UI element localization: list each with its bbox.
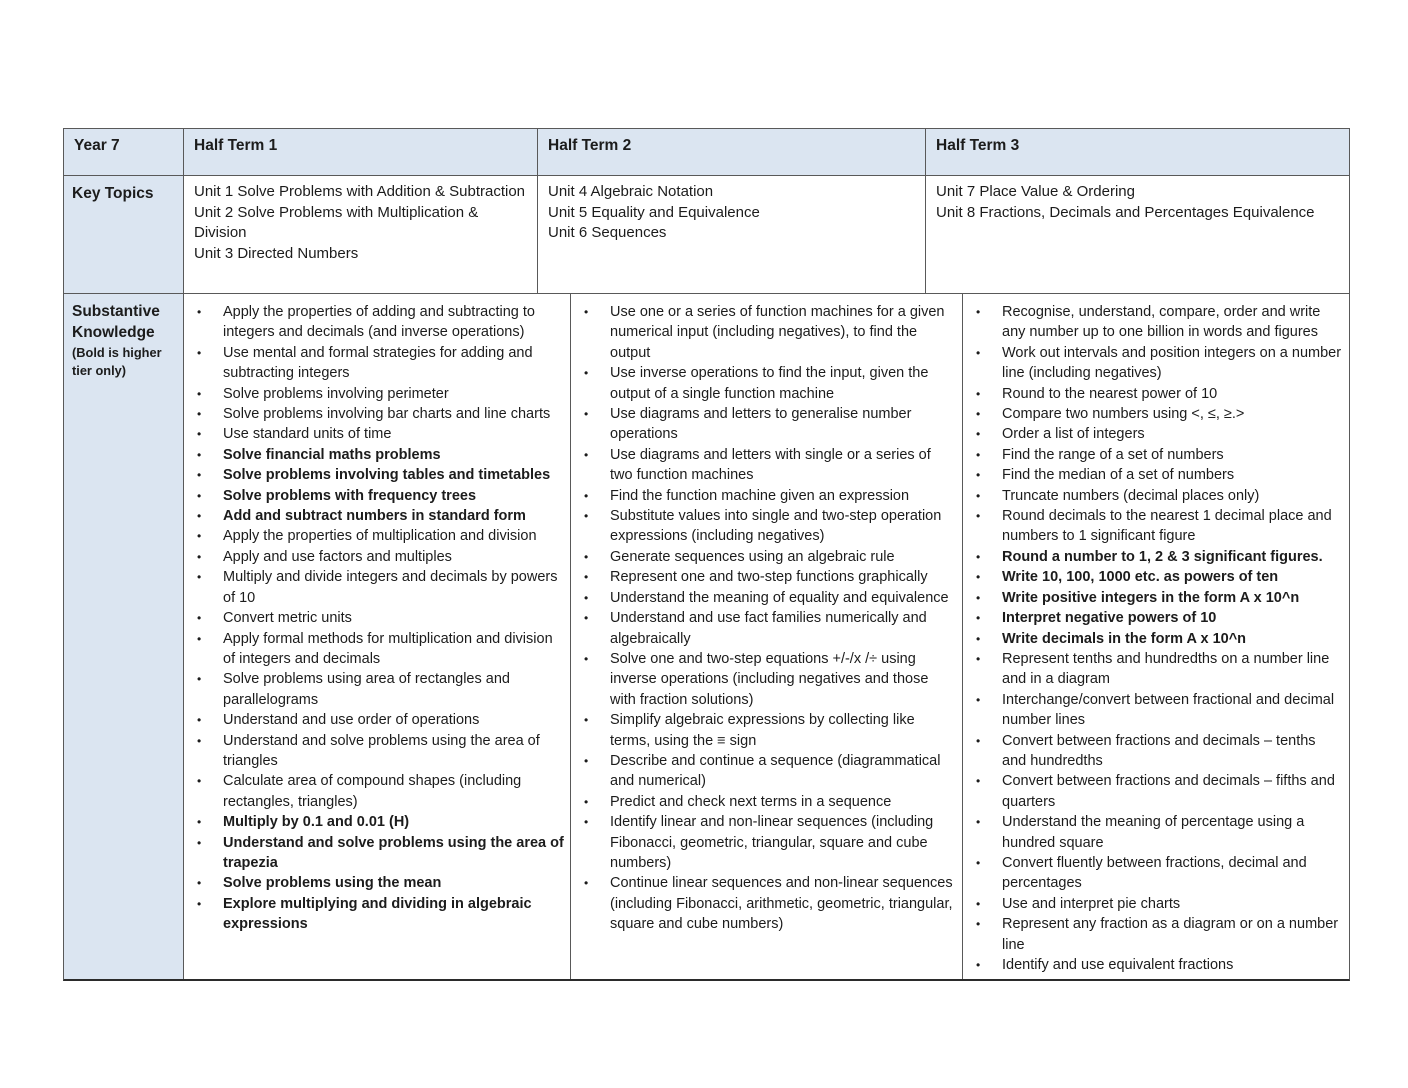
knowledge-item	[197, 894, 564, 935]
knowledge-item-text: Convert fluently between fractions, decimal and percentages	[1002, 854, 1307, 892]
knowledge-item-text: Add and subtract numbers in standard form	[223, 508, 526, 525]
bullet-icon: •	[197, 835, 202, 850]
knowledge-item	[976, 731, 1343, 772]
knowledge-item-text: Solve problems using area of rectangles and parallelograms	[223, 671, 510, 708]
knowledge-item	[197, 771, 564, 812]
bullet-icon: •	[584, 549, 589, 564]
knowledge-item	[976, 384, 1343, 404]
knowledge-item-text: Describe and continue a sequence (diagrammatical and numerical)	[610, 752, 941, 790]
key-topics-half-term-2-cell	[538, 176, 926, 293]
bullet-icon: •	[584, 590, 589, 605]
knowledge-item-text: Understand and solve problems using the area of trapezia	[223, 834, 564, 871]
knowledge-item-text: Convert between fractions and decimals – tenths and hundredths	[1002, 732, 1316, 769]
knowledge-item	[976, 506, 1343, 547]
knowledge-item-text: Interpret negative powers of 10	[1002, 610, 1217, 627]
bullet-icon: •	[197, 529, 202, 544]
knowledge-item-text: Represent any fraction as a diagram or on a number line	[1002, 916, 1339, 953]
unit-item-text: Unit 8 Fractions, Decimals and Percentages Equivalence	[936, 203, 1315, 221]
bullet-icon: •	[197, 713, 202, 728]
knowledge-item-text: Multiply by 0.1 and 0.01 (H)	[223, 814, 410, 831]
bullet-icon: •	[976, 590, 981, 605]
unit-item	[548, 182, 915, 203]
knowledge-list-half-term-2	[571, 294, 962, 935]
knowledge-item-text: Use diagrams and letters with single or a series of two function machines	[610, 446, 931, 484]
bullet-icon: •	[197, 631, 202, 646]
knowledge-item-text: Round to the nearest power of 10	[1002, 385, 1218, 402]
unit-item-text: Unit 7 Place Value & Ordering	[936, 183, 1135, 200]
knowledge-item-text: Write 10, 100, 1000 etc. as powers of ten	[1002, 569, 1279, 586]
knowledge-item	[584, 710, 956, 751]
knowledge-item-text: Work out intervals and position integers on a number line (including negatives)	[1002, 344, 1342, 382]
knowledge-item	[197, 424, 564, 444]
knowledge-item	[584, 363, 956, 404]
knowledge-item	[584, 588, 956, 608]
unit-list-half-term-1	[184, 176, 537, 270]
half-term-2-header-cell	[538, 129, 926, 175]
bullet-icon: •	[584, 713, 589, 728]
knowledge-item	[976, 343, 1343, 384]
bullet-icon: •	[197, 815, 202, 830]
knowledge-item	[976, 608, 1343, 628]
bullet-icon: •	[976, 896, 981, 911]
knowledge-item	[976, 771, 1343, 812]
bullet-icon: •	[976, 468, 981, 483]
bullet-icon: •	[197, 896, 202, 911]
knowledge-item	[197, 506, 564, 526]
knowledge-item	[976, 690, 1343, 731]
knowledge-item	[584, 608, 956, 649]
knowledge-item	[197, 833, 564, 874]
bullet-icon: •	[584, 876, 589, 891]
substantive-label: Substantive Knowledge	[72, 303, 160, 341]
bullet-icon: •	[584, 509, 589, 524]
knowledge-item	[584, 567, 956, 587]
knowledge-list-half-term-1	[184, 294, 570, 935]
unit-item-text: Unit 6 Sequences	[548, 224, 667, 241]
knowledge-item	[584, 404, 956, 445]
knowledge-item	[197, 465, 564, 485]
unit-item	[194, 182, 527, 203]
bullet-icon: •	[197, 570, 202, 585]
knowledge-item-text: Solve problems involving tables and timetables	[223, 467, 551, 484]
substantive-sublabel: (Bold is higher tier only)	[72, 345, 162, 378]
knowledge-item-text: Understand the meaning of equality and equivalence	[610, 589, 949, 606]
bullet-icon: •	[197, 876, 202, 891]
bullet-icon: •	[976, 611, 981, 626]
knowledge-item	[584, 302, 956, 363]
bullet-icon: •	[976, 427, 981, 442]
bullet-icon: •	[976, 386, 981, 401]
knowledge-item-text: Multiply and divide integers and decimals by powers of 10	[223, 569, 558, 606]
bullet-icon: •	[197, 427, 202, 442]
bullet-icon: •	[976, 651, 981, 666]
knowledge-item	[197, 731, 564, 772]
unit-item-text: Unit 1 Solve Problems with Addition & Subtraction	[194, 183, 526, 200]
knowledge-item	[976, 567, 1343, 587]
knowledge-item-text: Recognise, understand, compare, order and write any number up to one billion in words and figures	[1002, 304, 1321, 341]
knowledge-item-text: Truncate numbers (decimal places only)	[1002, 487, 1260, 504]
substantive-label-cell	[64, 294, 184, 979]
bullet-icon: •	[976, 305, 981, 319]
knowledge-item	[197, 384, 564, 404]
bullet-icon: •	[197, 733, 202, 748]
knowledge-item-text: Substitute values into single and two-step operation expressions (including negatives)	[610, 508, 942, 545]
unit-item	[194, 244, 527, 265]
bullet-icon: •	[197, 447, 202, 462]
knowledge-item	[197, 526, 564, 546]
knowledge-item-text: Find the range of a set of numbers	[1002, 446, 1224, 463]
knowledge-item-text: Write positive integers in the form A x 10^n	[1002, 589, 1300, 606]
bullet-icon: •	[976, 774, 981, 789]
knowledge-item-text: Understand and solve problems using the area of triangles	[223, 732, 540, 769]
bullet-icon: •	[976, 815, 981, 830]
knowledge-item-text: Apply the properties of multiplication and division	[223, 528, 537, 545]
knowledge-item-text: Round a number to 1, 2 & 3 significant figures.	[1002, 548, 1323, 565]
knowledge-item	[584, 649, 956, 710]
knowledge-list-half-term-3	[963, 294, 1349, 975]
unit-list-half-term-2	[538, 176, 925, 250]
year-label: Year 7	[74, 137, 120, 154]
knowledge-item-text: Continue linear sequences and non-linear sequences (including Fibonacci, arithmetic, geometric, triangular, square and cube numbers)	[610, 875, 953, 933]
bullet-icon: •	[976, 509, 981, 524]
knowledge-item-text: Solve financial maths problems	[223, 446, 441, 463]
bullet-icon: •	[584, 407, 589, 422]
knowledge-item	[197, 608, 564, 628]
knowledge-item	[197, 567, 564, 608]
bullet-icon: •	[976, 631, 981, 646]
knowledge-item-text: Write decimals in the form A x 10^n	[1002, 630, 1247, 647]
knowledge-item-text: Interchange/convert between fractional and decimal number lines	[1002, 691, 1335, 729]
unit-item	[936, 182, 1339, 203]
knowledge-item	[976, 424, 1343, 444]
knowledge-item	[976, 465, 1343, 485]
bullet-icon: •	[976, 692, 981, 707]
knowledge-item-text: Apply the properties of adding and subtracting to integers and decimals (and inverse operations)	[223, 304, 535, 341]
knowledge-item	[976, 894, 1343, 914]
curriculum-table	[63, 128, 1350, 981]
knowledge-item-text: Understand and use fact families numerically and algebraically	[610, 610, 927, 647]
unit-item-text: Unit 2 Solve Problems with Multiplication & Division	[194, 203, 479, 241]
knowledge-item	[976, 404, 1343, 424]
knowledge-item-text: Find the median of a set of numbers	[1002, 467, 1235, 484]
knowledge-item-text: Solve problems involving bar charts and line charts	[223, 406, 551, 423]
half-term-3-label: Half Term 3	[936, 137, 1020, 154]
knowledge-item-text: Solve problems using the mean	[223, 875, 442, 892]
unit-item-text: Unit 4 Algebraic Notation	[548, 183, 714, 200]
bullet-icon: •	[584, 447, 589, 462]
bullet-icon: •	[976, 917, 981, 932]
key-topics-row	[64, 175, 1349, 293]
bullet-icon: •	[976, 733, 981, 748]
knowledge-item-text: Generate sequences using an algebraic rule	[610, 548, 895, 565]
knowledge-item	[197, 669, 564, 710]
knowledge-item-text: Convert between fractions and decimals – fifths and quarters	[1002, 773, 1335, 810]
knowledge-item	[197, 629, 564, 670]
knowledge-item	[976, 588, 1343, 608]
knowledge-item	[976, 914, 1343, 955]
knowledge-item	[976, 302, 1343, 343]
knowledge-item	[197, 547, 564, 567]
substantive-knowledge-row	[64, 293, 1349, 979]
knowledge-item	[197, 812, 564, 832]
knowledge-item	[584, 486, 956, 506]
knowledge-item	[976, 812, 1343, 853]
knowledge-item-text: Simplify algebraic expressions by collecting like terms, using the ≡ sign	[610, 712, 915, 749]
half-term-2-label: Half Term 2	[548, 137, 632, 154]
knowledge-item-text: Represent tenths and hundredths on a number line and in a diagram	[1002, 650, 1330, 688]
knowledge-item	[197, 302, 564, 343]
knowledge-item	[197, 445, 564, 465]
key-topics-half-term-1-cell	[184, 176, 538, 293]
bullet-icon: •	[584, 570, 589, 585]
knowledge-item	[584, 506, 956, 547]
bullet-icon: •	[976, 447, 981, 462]
bullet-icon: •	[197, 345, 202, 360]
knowledge-item-text: Use standard units of time	[223, 426, 392, 443]
knowledge-item	[197, 343, 564, 384]
bullet-icon: •	[197, 549, 202, 564]
knowledge-item-text: Compare two numbers using <, ≤, ≥.>	[1002, 406, 1245, 423]
bullet-icon: •	[197, 305, 202, 319]
knowledge-item-text: Find the function machine given an expression	[610, 487, 910, 504]
bullet-icon: •	[197, 468, 202, 483]
unit-list-half-term-3	[926, 176, 1349, 229]
knowledge-item	[197, 873, 564, 893]
knowledge-item-text: Use one or a series of function machines for a given numerical input (including negatives), to find the output	[610, 304, 945, 361]
knowledge-item-text: Use mental and formal strategies for adding and subtracting integers	[223, 344, 533, 382]
half-term-1-header-cell	[184, 129, 538, 175]
knowledge-item-text: Predict and check next terms in a sequence	[610, 793, 892, 810]
knowledge-item	[976, 547, 1343, 567]
bullet-icon: •	[584, 366, 589, 381]
unit-item	[936, 203, 1339, 224]
unit-item	[548, 223, 915, 244]
knowledge-item-text: Order a list of integers	[1002, 426, 1145, 443]
knowledge-item	[976, 955, 1343, 975]
substantive-half-term-1-cell	[184, 294, 571, 979]
key-topics-label: Key Topics	[72, 185, 154, 202]
knowledge-item-text: Identify linear and non-linear sequences (including Fibonacci, geometric, triangular, square and cube numbers)	[610, 814, 934, 871]
knowledge-item	[976, 649, 1343, 690]
bullet-icon: •	[197, 672, 202, 687]
knowledge-item-text: Use diagrams and letters to generalise number operations	[610, 406, 912, 443]
knowledge-item	[584, 792, 956, 812]
bullet-icon: •	[197, 509, 202, 524]
bullet-icon: •	[976, 345, 981, 360]
bullet-icon: •	[197, 407, 202, 422]
unit-item-text: Unit 5 Equality and Equivalence	[548, 203, 760, 221]
bullet-icon: •	[197, 774, 202, 789]
unit-item	[548, 203, 915, 224]
knowledge-item	[584, 751, 956, 792]
substantive-half-term-2-cell	[571, 294, 963, 979]
unit-item	[194, 203, 527, 244]
knowledge-item	[197, 486, 564, 506]
knowledge-item	[976, 445, 1343, 465]
bullet-icon: •	[584, 794, 589, 809]
bullet-icon: •	[584, 611, 589, 626]
knowledge-item	[976, 629, 1343, 649]
bullet-icon: •	[976, 488, 981, 503]
bullet-icon: •	[584, 305, 589, 319]
knowledge-item	[976, 853, 1343, 894]
knowledge-item-text: Calculate area of compound shapes (including rectangles, triangles)	[223, 773, 522, 810]
knowledge-item	[976, 486, 1343, 506]
bullet-icon: •	[976, 958, 981, 972]
knowledge-item-text: Apply and use factors and multiples	[223, 548, 452, 565]
half-term-1-label: Half Term 1	[194, 137, 278, 154]
knowledge-item	[584, 873, 956, 934]
half-term-3-header-cell	[926, 129, 1349, 175]
bullet-icon: •	[584, 651, 589, 666]
knowledge-item	[197, 404, 564, 424]
knowledge-item-text: Explore multiplying and dividing in algebraic expressions	[223, 895, 532, 933]
knowledge-item-text: Understand the meaning of percentage using a hundred square	[1002, 814, 1305, 851]
bullet-icon: •	[976, 570, 981, 585]
knowledge-item-text: Use and interpret pie charts	[1002, 895, 1181, 912]
substantive-half-term-3-cell	[963, 294, 1349, 979]
bullet-icon: •	[584, 753, 589, 768]
knowledge-item-text: Solve problems with frequency trees	[223, 487, 477, 504]
bullet-icon: •	[197, 611, 202, 626]
knowledge-item-text: Represent one and two-step functions graphically	[610, 569, 928, 586]
knowledge-item-text: Solve one and two-step equations +/-/x /÷ using inverse operations (including negatives and those with fraction solutions)	[610, 650, 929, 708]
bullet-icon: •	[976, 855, 981, 870]
bullet-icon: •	[976, 407, 981, 422]
knowledge-item-text: Use inverse operations to find the input, given the output of a single function machine	[610, 365, 929, 402]
knowledge-item-text: Convert metric units	[223, 610, 352, 627]
knowledge-item	[584, 812, 956, 873]
bullet-icon: •	[197, 386, 202, 401]
bullet-icon: •	[197, 488, 202, 503]
knowledge-item	[584, 547, 956, 567]
unit-item-text: Unit 3 Directed Numbers	[194, 244, 359, 262]
year-header-cell	[64, 129, 184, 175]
key-topics-label-cell	[64, 176, 184, 293]
knowledge-item-text: Understand and use order of operations	[223, 712, 480, 729]
knowledge-item-text: Round decimals to the nearest 1 decimal place and numbers to 1 significant figure	[1002, 508, 1332, 545]
bullet-icon: •	[584, 815, 589, 830]
knowledge-item	[584, 445, 956, 486]
knowledge-item-text: Identify and use equivalent fractions	[1002, 957, 1234, 973]
header-row	[64, 129, 1349, 175]
knowledge-item	[197, 710, 564, 730]
knowledge-item-text: Apply formal methods for multiplication and division of integers and decimals	[223, 630, 553, 667]
bullet-icon: •	[976, 549, 981, 564]
key-topics-half-term-3-cell	[926, 176, 1349, 293]
bullet-icon: •	[584, 488, 589, 503]
knowledge-item-text: Solve problems involving perimeter	[223, 385, 449, 402]
